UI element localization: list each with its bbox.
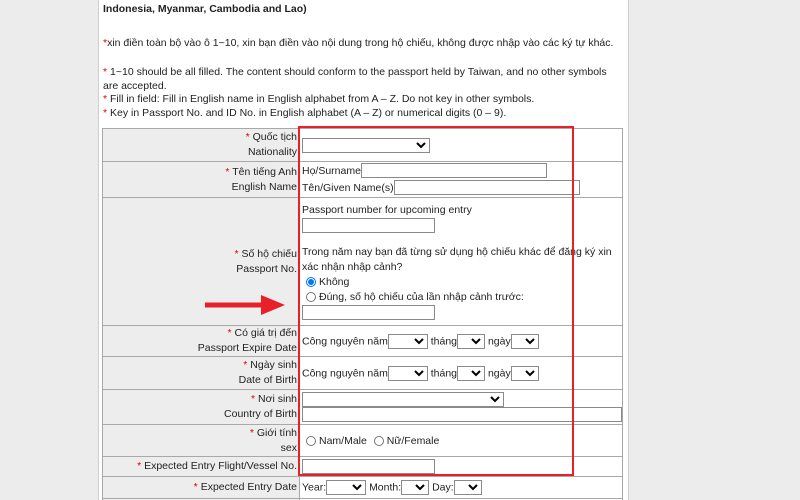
birth-era-label: Công nguyên năm bbox=[302, 366, 388, 379]
radio-yes-other-passport[interactable] bbox=[306, 292, 316, 302]
entry-month-select[interactable] bbox=[401, 480, 429, 495]
note-key-passport: * Key in Passport No. and ID No. in English alphabet (A – Z) or numerical digits (0 – 9). bbox=[103, 107, 507, 119]
radio-male[interactable] bbox=[306, 436, 316, 446]
label-english-name: * Tên tiếng Anh English Name bbox=[103, 162, 300, 198]
row-english-name bbox=[103, 162, 623, 198]
label-nationality: * Quốc tịch Nationality bbox=[103, 129, 300, 162]
surname-input[interactable] bbox=[361, 163, 547, 178]
radio-female[interactable] bbox=[374, 436, 384, 446]
female-label: Nữ/Female bbox=[386, 434, 440, 447]
birth-year-select[interactable] bbox=[388, 366, 428, 381]
label-sex: * Giới tính sex bbox=[103, 425, 300, 457]
row-sex bbox=[103, 425, 623, 457]
male-label: Nam/Male bbox=[319, 434, 367, 447]
birth-country-select[interactable] bbox=[302, 392, 504, 407]
upcoming-passport-label: Passport number for upcoming entry bbox=[302, 204, 472, 217]
expire-day-label: ngày bbox=[487, 334, 511, 347]
label-birth-place: * Nơi sinh Country of Birth bbox=[103, 390, 300, 425]
previous-passport-question: Trong năm nay bạn đã từng sử dụng hộ chiếu khác để đăng ký xin xác nhận nhập cảnh? bbox=[302, 245, 612, 273]
given-name-label: Tên/Given Name(s) bbox=[302, 181, 394, 194]
row-flight bbox=[103, 457, 623, 477]
label-flight: * Expected Entry Flight/Vessel No. bbox=[103, 457, 300, 477]
previous-passport-input[interactable] bbox=[302, 305, 435, 320]
flight-input[interactable] bbox=[302, 459, 435, 474]
entry-day-select[interactable] bbox=[454, 480, 482, 495]
label-passport: * Số hộ chiếu Passport No. bbox=[103, 198, 300, 326]
birth-country-input[interactable] bbox=[302, 407, 622, 422]
note-english: * 1~10 should be all filled. The content should conform to the passport held by Taiwan, and no other symbols are accepted. bbox=[103, 66, 607, 92]
upcoming-passport-input[interactable] bbox=[302, 218, 435, 233]
row-nationality bbox=[103, 129, 623, 162]
expire-era-label: Công nguyên năm bbox=[302, 334, 388, 347]
header-title: Indonesia, Myanmar, Cambodia and Lao) bbox=[103, 3, 307, 15]
entry-day-label: Day: bbox=[432, 481, 454, 494]
radio-no-label: Không bbox=[319, 275, 350, 288]
label-expire-date: * Có giá trị đến Passport Expire Date bbox=[103, 326, 300, 357]
birth-day-label: ngày bbox=[487, 366, 511, 379]
given-name-input[interactable] bbox=[394, 180, 580, 195]
row-passport bbox=[103, 198, 623, 326]
entry-year-label: Year: bbox=[302, 481, 327, 494]
row-expire-date bbox=[103, 326, 623, 357]
nationality-select[interactable] bbox=[302, 138, 430, 153]
note-fill-field: * Fill in field: Fill in English name in English alphabet from A – Z. Do not key in other symbols. bbox=[103, 93, 535, 105]
red-arrow-icon bbox=[205, 295, 285, 315]
expire-month-label: tháng bbox=[430, 334, 458, 347]
label-birth-date: * Ngày sinh Date of Birth bbox=[103, 357, 300, 390]
radio-yes-label: Đúng, số hộ chiếu của lần nhập cảnh trước: bbox=[319, 290, 524, 303]
row-birth-date bbox=[103, 357, 623, 390]
row-entry-date bbox=[103, 477, 623, 499]
birth-day-select[interactable] bbox=[511, 366, 539, 381]
expire-day-select[interactable] bbox=[511, 334, 539, 349]
expire-month-select[interactable] bbox=[457, 334, 485, 349]
label-entry-date: * Expected Entry Date bbox=[103, 477, 300, 499]
birth-month-select[interactable] bbox=[457, 366, 485, 381]
entry-year-select[interactable] bbox=[326, 480, 366, 495]
expire-year-select[interactable] bbox=[388, 334, 428, 349]
entry-month-label: Month: bbox=[369, 481, 402, 494]
radio-no-other-passport[interactable] bbox=[306, 277, 316, 287]
application-form-table bbox=[102, 128, 623, 500]
surname-label: Họ/Surname bbox=[302, 164, 361, 177]
row-birth-place bbox=[103, 390, 623, 425]
form-page bbox=[98, 0, 629, 500]
note-vietnamese: *xin điền toàn bộ vào ô 1~10, xin bạn điền vào nội dung trong hộ chiếu, không được nhập vào các ký tự khác. bbox=[103, 37, 614, 49]
birth-month-label: tháng bbox=[430, 366, 458, 379]
